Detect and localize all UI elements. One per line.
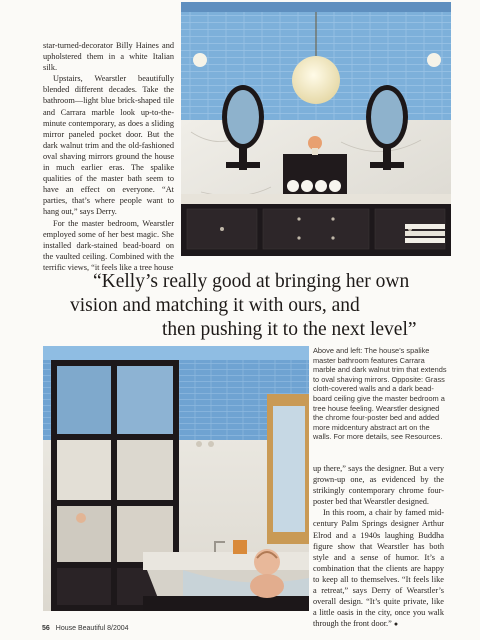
wall-hook-icon <box>208 441 214 447</box>
pull-quote-line: vision and matching it with ours, and <box>70 295 360 316</box>
page-number: 56 <box>42 625 50 632</box>
article-paragraph: In this room, a chair by famed mid-century Palm Springs designer Arthur Elrod and a 1940s laughing Buddha figure show that Wearstler has both style and a sense of humor. It’s a combination that the clients are happy to keep all to themselves. “It feels like a retreat,” says Derry of Wearstler’s overall design. “It’s quite private, like a little oasis in the city, once you walk through the front door.” <box>313 508 444 629</box>
page-folio <box>42 625 129 632</box>
pull-quote <box>60 270 440 342</box>
article-paragraph: star-turned-decorator Billy Haines and upholstered them in a white Italian silk. <box>43 41 174 73</box>
bathtub-photo <box>43 346 309 611</box>
article-paragraph-final <box>313 507 444 630</box>
article-text-top <box>43 40 174 273</box>
photo-caption: Above and left: The house’s spalike master bathroom features Carrara marble and dark walnut trim that extends to oval shaving mirrors. Opposite: Grass cloth-covered walls and a dark bead-board ceiling give the master bedroom a tree house feeling. Wearstler designed the chrome four-poster bed and added more midcentury abstract art on the walls. For more details, see Resources. <box>313 346 447 442</box>
pull-quote-line: then pushing it to the next level” <box>162 319 417 340</box>
pendant-globe-icon <box>292 56 340 104</box>
bathroom-vanity-photo <box>181 2 451 256</box>
end-mark: ● <box>393 620 399 629</box>
article-paragraph: Upstairs, Wearstler beautifully blended different decades. Take the bathroom—light blue brick-shaped tile and Carrara marble look up-to-the-minute contemporary, as does a sliding mirror paneled pocket door. But the dark walnut trim and the old-fashioned oval shaving mirrors ground the house in much earlier eras. The spalike qualities of the master bath seem to have an effect on everyone. “At parties, that’s where people want to hang out,” says Derry. <box>43 74 174 217</box>
article-paragraph: For the master bedroom, Wearstler employed some of her best magic. She installed dark-stained bead-board on the vaulted ceiling. Combined with the terrific views, “it feels like a tree house <box>43 218 174 272</box>
article-paragraph: up there,” says the designer. But a very grown-up one, as evidenced by the strikingly contemporary chrome four-poster bed that Wearstler designed. <box>313 464 444 507</box>
right-sconce-icon <box>427 53 441 67</box>
publication-name: House Beautiful 8/2004 <box>55 625 129 632</box>
window <box>267 394 309 544</box>
pull-quote-line: “Kelly’s really good at bringing her own <box>93 271 410 292</box>
left-sconce-icon <box>193 53 207 67</box>
article-text-bottom <box>313 463 444 630</box>
flower-arrangement-icon <box>308 136 322 150</box>
wall-hook-icon <box>196 441 202 447</box>
orange-vase-icon <box>233 540 247 554</box>
